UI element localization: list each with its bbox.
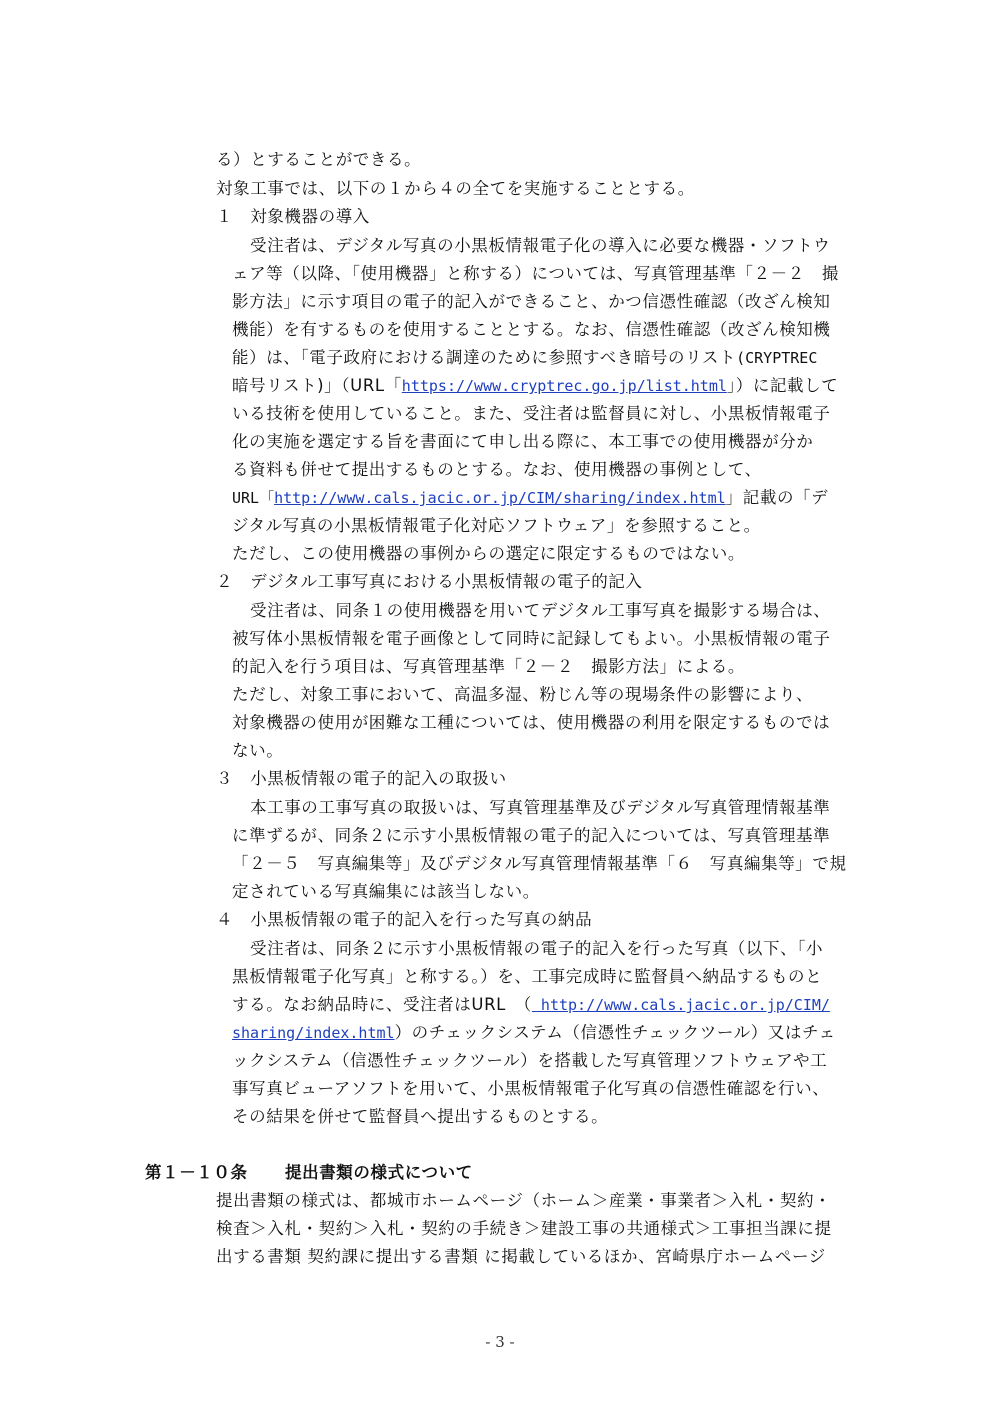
text-line: 受注者は、同条１の使用機器を用いてデジタル工事写真を撮影する場合は、 xyxy=(250,601,831,620)
text-line: 被写体小黒板情報を電子画像として同時に記録してもよい。小黒板情報の電子 xyxy=(232,629,831,648)
text-line: 「２－５ 写真編集等」及びデジタル写真管理情報基準「６ 写真編集等」で規 xyxy=(232,854,847,873)
text-line: 提出書類の様式は、都城市ホームページ（ホーム＞産業・事業者＞入札・契約・ xyxy=(216,1191,832,1210)
text-line: 機能）を有するものを使用することとする。なお、信憑性確認（改ざん検知機 xyxy=(232,320,831,339)
text-line: る資料も併せて提出するものとする。なお、使用機器の事例として、 xyxy=(232,460,762,479)
text-line: 事写真ビューアソフトを用いて、小黒板情報電子化写真の信憑性確認を行い、 xyxy=(232,1079,830,1098)
text-segment: する。なお納品時に、受注者はURL （ xyxy=(232,995,532,1014)
text-line: 黒板情報電子化写真」と称する。）を、工事完成時に監督員へ納品するものと xyxy=(232,967,823,986)
text-line xyxy=(232,995,830,1015)
text-line: ない。 xyxy=(232,741,284,760)
cals-sharing-link-2b[interactable]: sharing/index.html xyxy=(232,1024,395,1042)
text-line: ックシステム（信憑性チェックツール）を搭載した写真管理ソフトウェアや工 xyxy=(232,1051,828,1070)
item-heading-3: ３ 小黒板情報の電子的記入の取扱い xyxy=(216,769,507,788)
text-line: 影方法」に示す項目の電子的記入ができること、かつ信憑性確認（改ざん検知 xyxy=(232,292,831,311)
text-line: 定されている写真編集には該当しない。 xyxy=(232,882,540,901)
text-line: ェア等（以降、「使用機器」と称する）については、写真管理基準「２－２ 撮 xyxy=(232,264,840,283)
text-segment: 能）は、「電子政府における調達のために参照すべき暗号のリスト xyxy=(232,348,737,367)
text-line: いる技術を使用していること。また、受注者は監督員に対し、小黒板情報電子 xyxy=(232,404,831,423)
section-heading xyxy=(145,1163,473,1183)
text-line xyxy=(232,488,828,508)
item-heading-2: ２ デジタル工事写真における小黒板情報の電子的記入 xyxy=(216,572,643,591)
text-line: その結果を併せて監督員へ提出するものとする。 xyxy=(232,1107,609,1126)
text-line: ただし、対象工事において、高温多湿、粉じん等の現場条件の影響により、 xyxy=(232,685,814,704)
text-line: 受注者は、同条２に示す小黒板情報の電子的記入を行った写真（以下、「小 xyxy=(250,939,824,958)
text-segment: URL「 xyxy=(232,489,275,507)
text-line xyxy=(232,376,838,396)
text-line: 本工事の工事写真の取扱いは、写真管理基準及びデジタル写真管理情報基準 xyxy=(250,798,831,817)
text-line: ただし、この使用機器の事例からの選定に限定するものではない。 xyxy=(232,544,745,563)
text-line xyxy=(232,1023,836,1043)
text-line: 対象機器の使用が困難な工種については、使用機器の利用を限定するものでは xyxy=(232,713,831,732)
text-segment: (CRYPTREC xyxy=(736,349,818,367)
text-line: る）とすることができる。 xyxy=(216,150,422,169)
text-segment: 」記載の「デ xyxy=(725,488,829,507)
text-line: 受注者は、デジタル写真の小黒板情報電子化の導入に必要な機器・ソフトウ xyxy=(250,236,831,255)
cals-sharing-link-2a[interactable]: http://www.cals.jacic.or.jp/CIM/ xyxy=(531,996,830,1014)
text-line: 的記入を行う項目は、写真管理基準「２－２ 撮影方法」による。 xyxy=(232,657,745,676)
section-number: 第１－１０条 xyxy=(145,1163,248,1182)
cryptrec-link[interactable]: https://www.cryptrec.go.jp/list.html xyxy=(401,377,727,395)
text-segment: 」）に記載して xyxy=(726,376,839,395)
text-line: 出する書類 契約課に提出する書類 に掲載しているほか、宮崎県庁ホームページ xyxy=(216,1247,826,1266)
text-line: 対象工事では、以下の１から４の全てを実施することとする。 xyxy=(216,179,695,198)
text-line: ジタル写真の小黒板情報電子化対応ソフトウェア」を参照すること。 xyxy=(232,516,761,535)
item-heading-1: １ 対象機器の導入 xyxy=(216,207,370,226)
page-number: - 3 - xyxy=(485,1333,515,1351)
text-line: 化の実施を選定する旨を書面にて申し出る際に、本工事での使用機器が分か xyxy=(232,432,814,451)
text-line: に準ずるが、同条２に示す小黒板情報の電子的記入については、写真管理基準 xyxy=(232,826,831,845)
text-line xyxy=(232,348,817,368)
text-segment: ）のチェックシステム（信憑性チェックツール）又はチェ xyxy=(394,1023,836,1042)
item-heading-4: ４ 小黒板情報の電子的記入を行った写真の納品 xyxy=(216,910,593,929)
text-line: 検査＞入札・契約＞入札・契約の手続き＞建設工事の共通様式＞工事担当課に提 xyxy=(216,1219,832,1238)
cals-sharing-link[interactable]: http://www.cals.jacic.or.jp/CIM/sharing/index.html xyxy=(274,489,726,507)
section-title: 提出書類の様式について xyxy=(285,1163,473,1182)
text-segment: 暗号リスト)」（URL「 xyxy=(232,376,402,395)
